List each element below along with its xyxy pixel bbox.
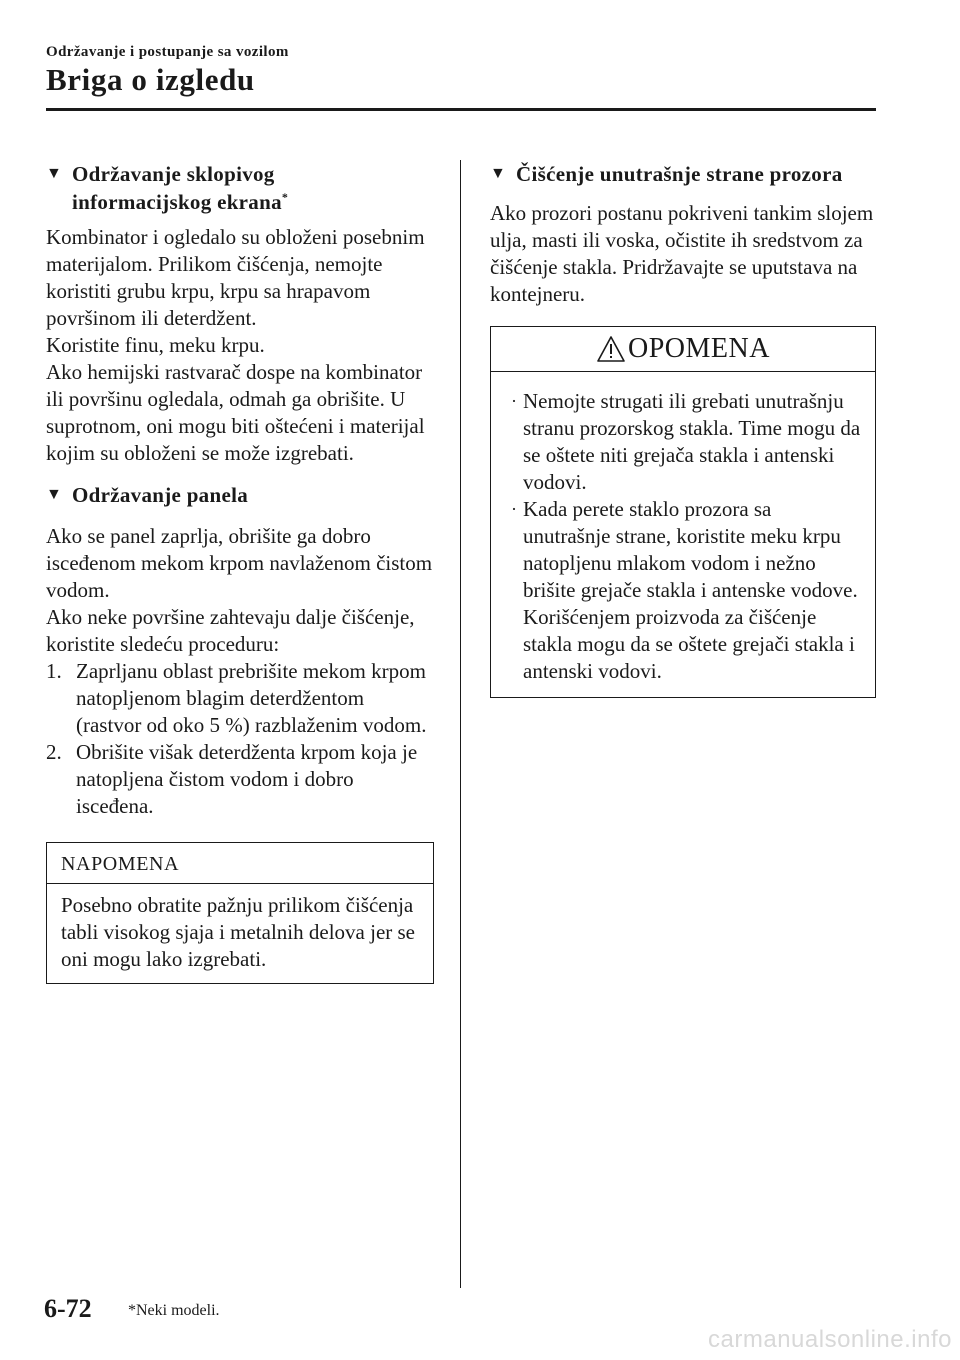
bullet-text: Nemojte strugati ili grebati unutrašnju stranu prozorskog stakla. Time mogu da se oštete niti grejača stakla i antenski vodovi. <box>523 389 861 494</box>
warning-triangle-icon <box>596 335 626 363</box>
note-title: NAPOMENA <box>47 843 433 884</box>
triangle-bullet-icon: ▼ <box>490 165 507 182</box>
warning-box <box>490 326 876 698</box>
chapter-label: Održavanje i postupanje sa vozilom <box>46 44 289 60</box>
paragraph: Koristite finu, meku krpu. <box>46 333 265 357</box>
paragraph: Ako neke površine zahtevaju dalje čišćenje, koristite sledeću proceduru: <box>46 605 415 656</box>
paragraph: Ako hemijski rastvarač dospe na kombinator ili površinu ogledala, odmah ga obrišite. U suprotnom, oni mogu biti oštećeni i materijal kojim su obloženi se može izgrebati. <box>46 360 425 465</box>
heading-line-2: informacijskog ekrana <box>72 190 282 214</box>
page-title: Briga o izgledu <box>46 62 255 97</box>
bullet-text: Kada perete staklo prozora sa unutrašnje strane, koristite meku krpu natopljenu mlakom vodom i nežno brišite grejače stakla i antenske vodove. <box>523 497 858 602</box>
bullet-dot-icon: · <box>511 499 517 519</box>
triangle-bullet-icon: ▼ <box>46 486 63 503</box>
left-column <box>46 160 434 984</box>
footnote-marker: * <box>281 190 289 204</box>
page-number: 6-72 <box>44 1294 92 1323</box>
warning-header <box>491 327 875 372</box>
bullet-dot-icon: · <box>511 391 517 411</box>
warning-body <box>491 372 875 697</box>
watermark: carmanualsonline.info <box>708 1326 952 1353</box>
step-number: 1. <box>46 659 62 683</box>
footnote: *Neki modeli. <box>128 1302 220 1319</box>
triangle-bullet-icon: ▼ <box>46 165 63 182</box>
paragraph: Ako se panel zaprlja, obrišite ga dobro iscеđenom mekom krpom navlaženom čistom vodom. <box>46 524 433 602</box>
right-column <box>490 160 876 698</box>
paragraph: Kombinator i ogledalo su obloženi posebnim materijalom. Prilikom čišćenja, nemojte koristiti grubu krpu, krpu sa hrapavom površinom ili deterdžent. <box>46 225 425 330</box>
step-text: Obrišite višak deterdženta krpom koja je natopljena čistom vodom i dobro isceđena. <box>76 740 418 818</box>
bullet-text: Korišćenjem proizvoda za čišćenje stakla mogu da se oštete grejači stakla i antenski vodovi. <box>523 605 855 683</box>
list-item <box>46 658 434 739</box>
list-item <box>46 739 434 820</box>
list-item <box>505 388 863 496</box>
section-heading-display <box>46 160 434 216</box>
section-heading-panel <box>46 481 434 509</box>
heading-text: Održavanje panela <box>72 483 249 507</box>
step-number: 2. <box>46 740 62 764</box>
header-divider <box>46 108 876 111</box>
section-heading-window <box>490 160 876 188</box>
paragraph: Ako prozori postanu pokriveni tankim slojem ulja, masti ili voska, očistite ih sredstvom za čišćenje stakla. Pridržavajte se uputstava na kontejneru. <box>490 201 874 306</box>
heading-line-1: Održavanje sklopivog <box>72 162 275 186</box>
list-item <box>505 496 863 685</box>
column-divider <box>460 160 461 1288</box>
note-box <box>46 842 434 984</box>
heading-text: Čišćenje unutrašnje strane prozora <box>516 162 843 186</box>
warning-title: OPOMENA <box>628 333 770 364</box>
step-text: Zaprljanu oblast prebrišite mekom krpom natopljenom blagim deterdžentom (rastvor od oko 5 %) razblaženim vodom. <box>76 659 427 737</box>
note-text: Posebno obratite pažnju prilikom čišćenja tabli visokog sjaja i metalnih delova jer se oni mogu lako izgrebati. <box>61 893 415 971</box>
